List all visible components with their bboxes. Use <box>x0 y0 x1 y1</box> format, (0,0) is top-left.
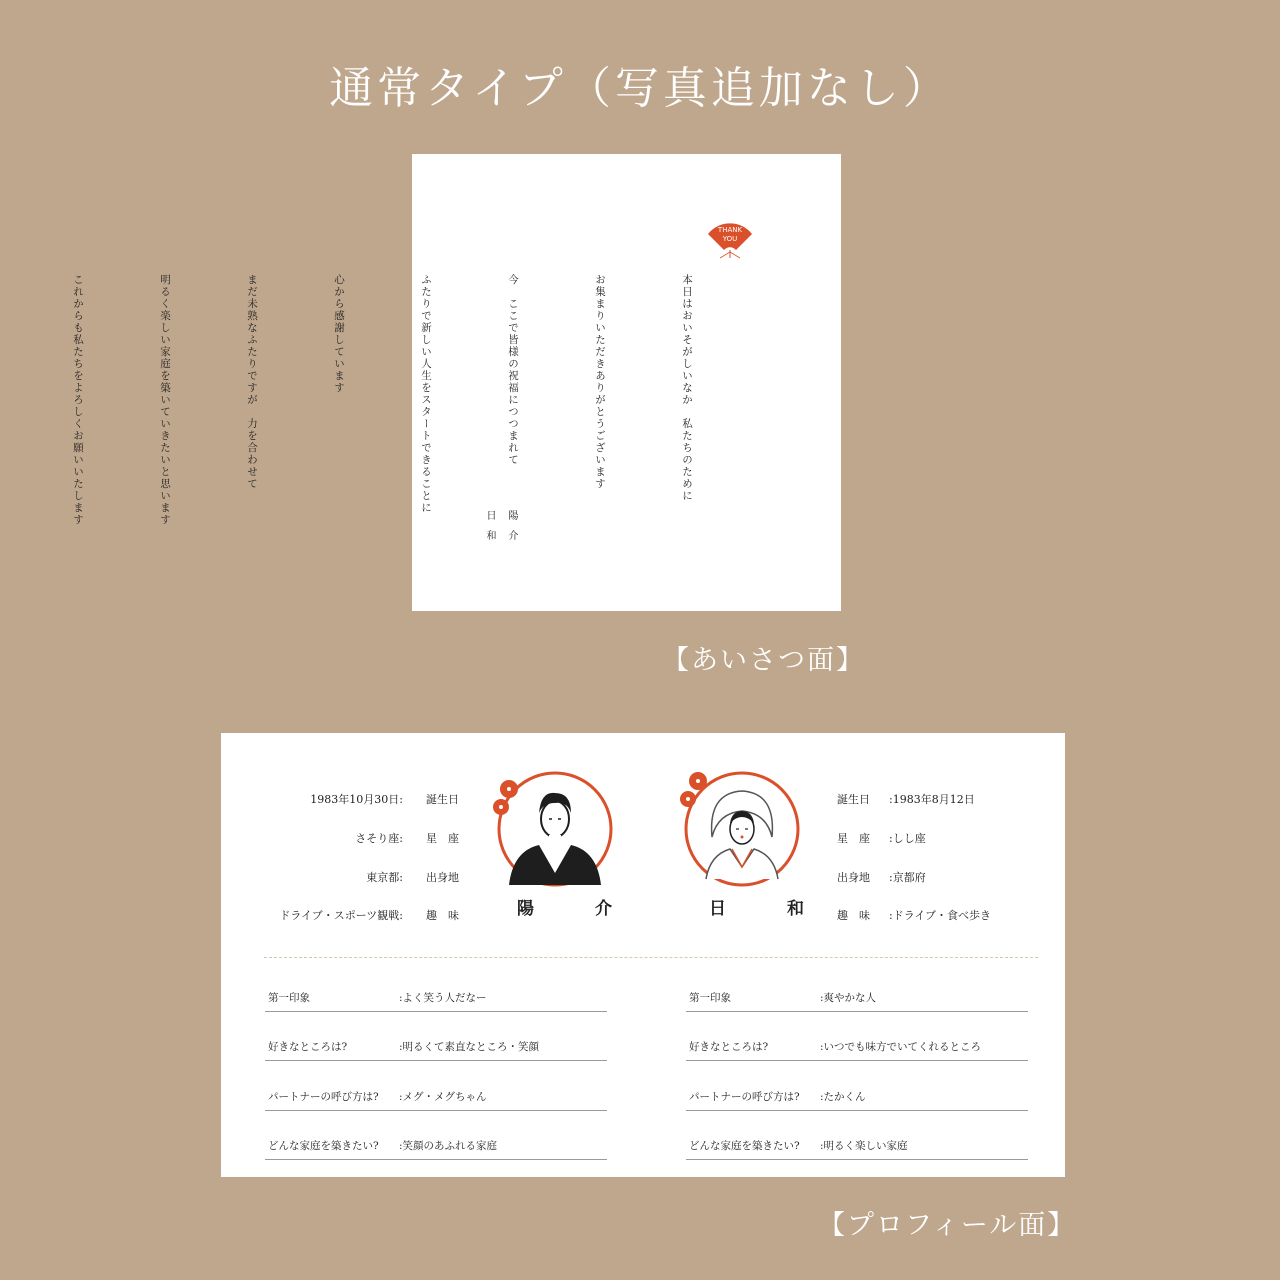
qa-answer: :たかくん <box>820 1090 866 1103</box>
profile-card <box>221 733 1065 1177</box>
qa-answer: :いつでも味方でいてくれるところ <box>820 1041 982 1053</box>
page-title: 通常タイプ（写真追加なし） <box>329 63 951 114</box>
groom-info-value: 1983年10月30日: <box>310 793 403 806</box>
greeting-line: 今 ここで皆様の祝福につつまれて <box>507 274 519 466</box>
groom-portrait-icon <box>491 763 617 893</box>
bride-portrait-icon <box>676 763 802 893</box>
qa-row <box>265 1012 607 1062</box>
qa-question: 好きなところは? <box>689 1041 769 1053</box>
bride-info-value: :しし座 <box>889 832 926 845</box>
groom-info-value: さそり座: <box>355 832 403 845</box>
groom-info-value: ドライブ・スポーツ観戦: <box>279 909 403 922</box>
qa-question: パートナーの呼び方は? <box>268 1090 379 1103</box>
groom-info-label: 誕生日 <box>426 793 459 806</box>
groom-info-label: 星 座 <box>426 832 459 845</box>
signature-groom: 陽介 <box>506 510 517 550</box>
qa-answer: :爽やかな人 <box>820 991 877 1004</box>
qa-question: どんな家庭を築きたい? <box>268 1140 379 1152</box>
bride-info-value: :ドライブ・食べ歩き <box>889 909 992 922</box>
qa-row <box>265 1111 607 1161</box>
profile-caption: 【プロフィール面】 <box>818 1210 1077 1241</box>
greeting-line: 本日はおいそがしいなか 私たちのために <box>681 274 693 502</box>
bride-name: 日 和 <box>709 899 826 919</box>
groom-qa-list <box>265 962 607 1160</box>
qa-question: どんな家庭を築きたい? <box>689 1140 800 1152</box>
greeting-line: 明るく楽しい家庭を築いていきたいと思います <box>159 274 171 526</box>
bride-info-label: 星 座 <box>837 832 870 845</box>
bride-info-label: 出身地 <box>837 871 870 884</box>
qa-row <box>265 962 607 1012</box>
qa-row <box>686 1061 1028 1111</box>
qa-answer: :よく笑う人だなー <box>399 991 487 1004</box>
qa-row <box>686 962 1028 1012</box>
bride-info-label: 趣 味 <box>837 909 870 922</box>
qa-question: 第一印象 <box>268 991 310 1004</box>
greeting-message <box>5 274 759 526</box>
signature-bride: 日和 <box>484 510 495 550</box>
thank-you-fan-icon <box>706 216 754 260</box>
groom-name: 陽 介 <box>517 899 634 919</box>
greeting-line: これからも私たちをよろしくお願いいたします <box>72 274 84 526</box>
groom-info-value: 東京都: <box>366 871 403 884</box>
signature <box>478 510 522 550</box>
bride-qa-list <box>686 962 1028 1160</box>
badge-bottom-text: YOU <box>722 235 738 243</box>
qa-answer: :明るく楽しい家庭 <box>820 1140 908 1152</box>
greeting-line: ふたりで新しい人生をスタートできることに <box>420 274 432 514</box>
qa-row <box>265 1061 607 1111</box>
qa-question: 第一印象 <box>689 991 731 1004</box>
section-divider <box>264 957 1038 958</box>
greeting-line: 心から感謝しています <box>333 274 345 394</box>
groom-info-label: 趣 味 <box>426 909 459 922</box>
greeting-line: まだ未熟なふたりですが 力を合わせて <box>246 274 258 490</box>
qa-question: 好きなところは? <box>268 1041 348 1053</box>
qa-answer: :笑顔のあふれる家庭 <box>399 1140 498 1152</box>
qa-row <box>686 1111 1028 1161</box>
qa-answer: :明るくて素直なところ・笑顔 <box>399 1041 540 1053</box>
greeting-caption: 【あいさつ面】 <box>662 645 865 676</box>
badge-top-text: THANK <box>717 226 743 234</box>
groom-info-label: 出身地 <box>426 871 459 884</box>
qa-answer: :メグ・メグちゃん <box>399 1090 487 1103</box>
bride-info-value: :京都府 <box>889 871 926 884</box>
qa-row <box>686 1012 1028 1062</box>
bride-info-value: :1983年8月12日 <box>889 793 975 806</box>
greeting-line: お集まりいただきありがとうございます <box>594 274 606 490</box>
greeting-card <box>72 154 841 611</box>
qa-question: パートナーの呼び方は? <box>689 1090 800 1103</box>
bride-info-label: 誕生日 <box>837 793 870 806</box>
